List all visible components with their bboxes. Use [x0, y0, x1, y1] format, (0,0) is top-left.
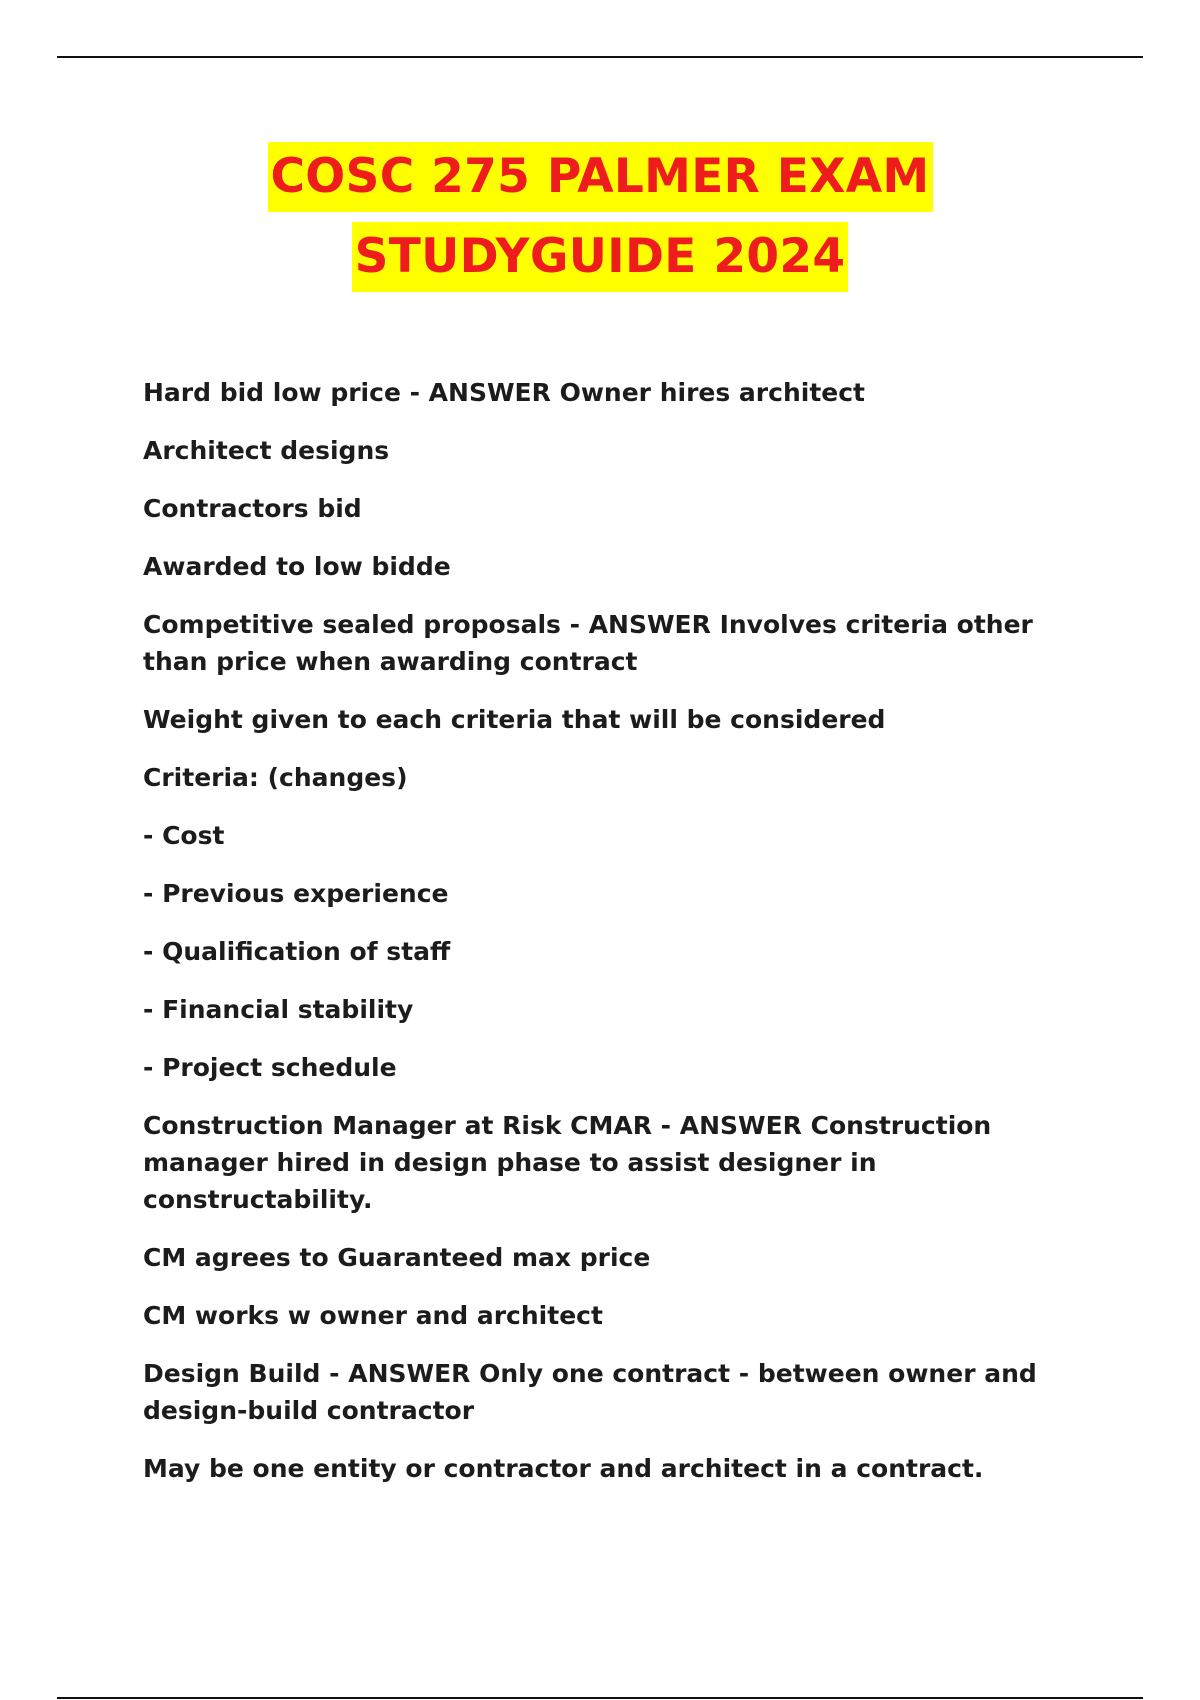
bottom-rule	[57, 1697, 1143, 1699]
paragraph-design-build: Design Build - ANSWER Only one contract - between owner and design-build contractor	[143, 1359, 1037, 1425]
list-item-schedule: - Project schedule	[143, 1053, 397, 1082]
title-line-1: COSC 275 PALMER EXAM	[268, 142, 933, 212]
paragraph-one-entity: May be one entity or contractor and architect in a contract.	[143, 1454, 984, 1483]
paragraph-weight-given: Weight given to each criteria that will be considered	[143, 705, 886, 734]
paragraph-contractors-bid: Contractors bid	[143, 494, 362, 523]
paragraph-awarded: Awarded to low bidde	[143, 552, 451, 581]
title-line-2: STUDYGUIDE 2024	[352, 222, 849, 292]
list-item-cost: - Cost	[143, 821, 225, 850]
paragraph-cmar: Construction Manager at Risk CMAR - ANSWER Construction manager hired in design phase to assist designer in constructability.	[143, 1111, 992, 1214]
paragraph-hard-bid: Hard bid low price - ANSWER Owner hires architect	[143, 378, 865, 407]
top-rule	[57, 56, 1143, 58]
paragraph-cm-works: CM works w owner and architect	[143, 1301, 603, 1330]
document-title	[0, 142, 1200, 302]
paragraph-criteria: Criteria: (changes)	[143, 763, 408, 792]
paragraph-competitive-sealed: Competitive sealed proposals - ANSWER Involves criteria other than price when awarding contract	[143, 610, 1033, 676]
list-item-staff: - Qualification of staff	[143, 937, 451, 966]
study-guide-content	[143, 374, 1103, 1508]
list-item-experience: - Previous experience	[143, 879, 449, 908]
list-item-financial: - Financial stability	[143, 995, 414, 1024]
paragraph-architect-designs: Architect designs	[143, 436, 390, 465]
paragraph-gmp: CM agrees to Guaranteed max price	[143, 1243, 651, 1272]
